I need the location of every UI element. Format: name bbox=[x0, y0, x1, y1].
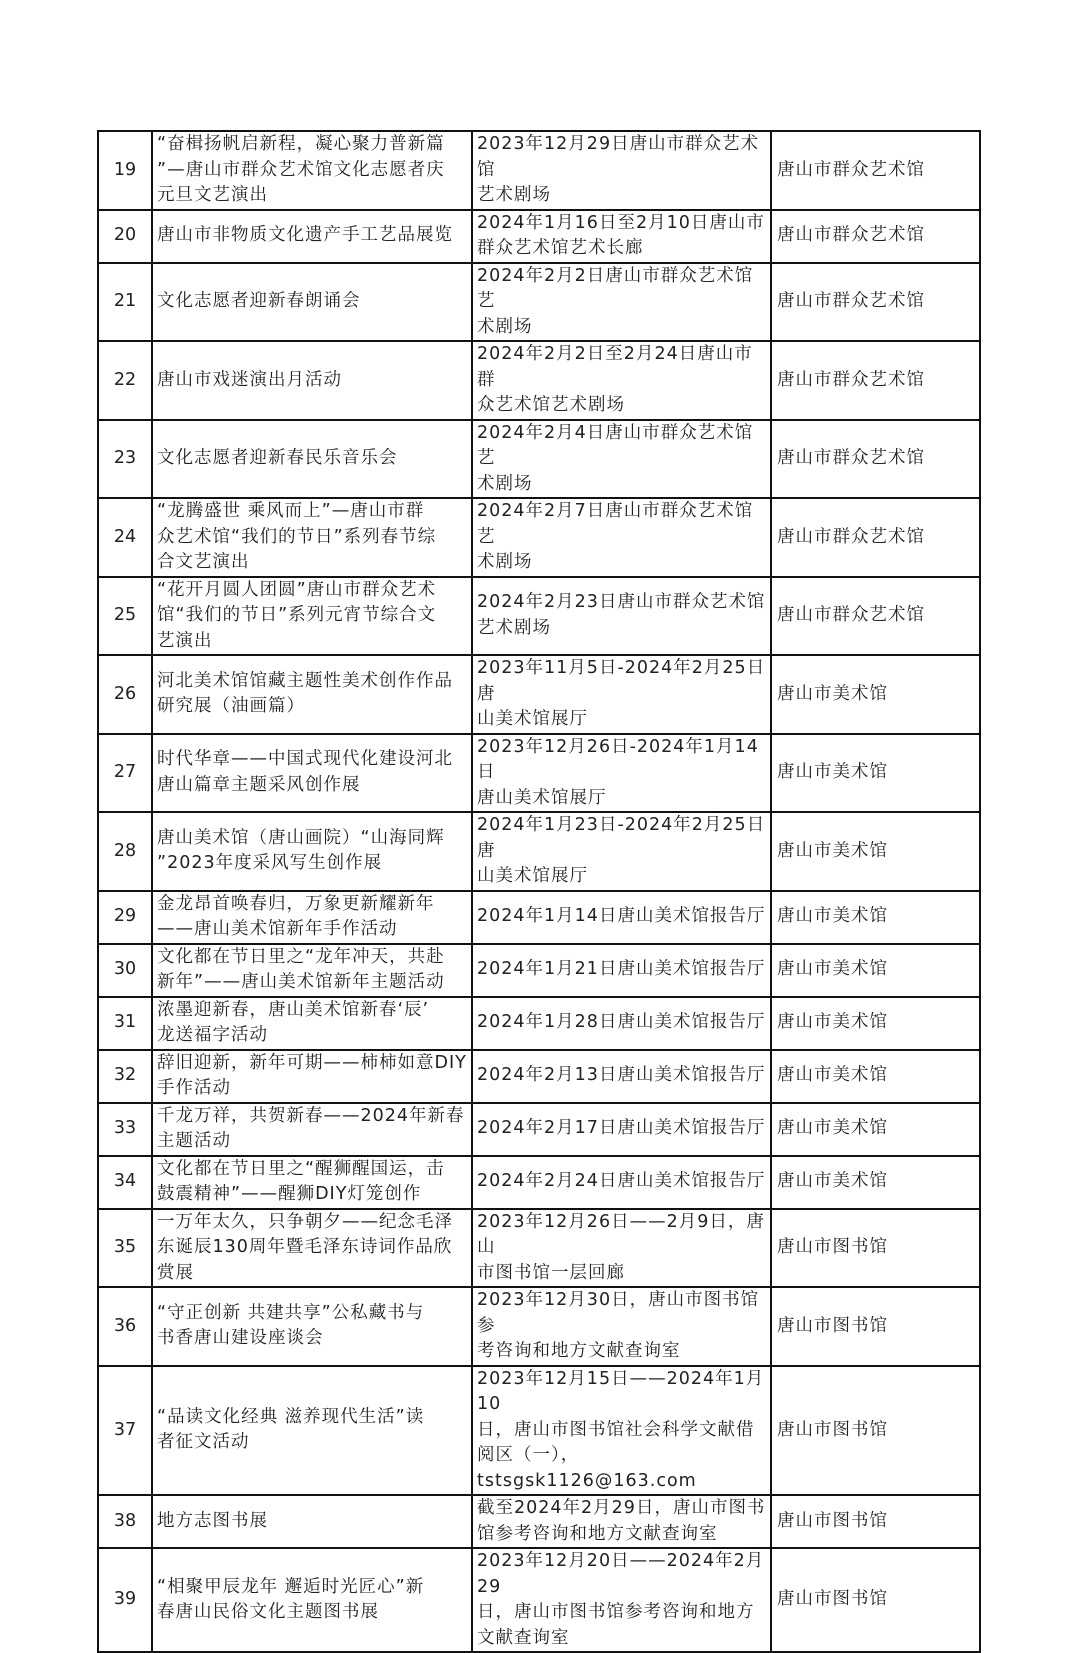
table-row bbox=[98, 420, 980, 499]
table-row bbox=[98, 944, 980, 997]
organizer-cell bbox=[771, 210, 980, 263]
organizer: 唐山市群众艺术馆 bbox=[777, 605, 925, 625]
organizer: 唐山市群众艺术馆 bbox=[777, 448, 925, 468]
time-location: 2024年2月23日唐山市群众艺术馆 艺术剧场 bbox=[477, 592, 766, 638]
activity-name: 河北美术馆馆藏主题性美术创作作品 研究展（油画篇） bbox=[157, 670, 453, 717]
time-location: 2023年12月26日——2月9日，唐山 市图书馆一层回廊 bbox=[477, 1211, 765, 1283]
activity-name: 唐山市戏迷演出月活动 bbox=[157, 369, 342, 390]
table-row bbox=[98, 655, 980, 734]
table-row bbox=[98, 997, 980, 1050]
time-location-cell bbox=[472, 812, 771, 891]
activity-name: 金龙昂首唤春归，万象更新耀新年 ——唐山美术馆新年手作活动 bbox=[157, 893, 435, 939]
row-number: 29 bbox=[113, 906, 137, 927]
time-location-cell bbox=[472, 891, 771, 944]
table-row bbox=[98, 577, 980, 656]
activity-name: “守正创新 共建共享”公私藏书与 书香唐山建设座谈会 bbox=[157, 1302, 425, 1349]
table-row bbox=[98, 1495, 980, 1548]
activity-name-cell bbox=[152, 1156, 472, 1209]
organizer: 唐山市美术馆 bbox=[777, 959, 888, 980]
row-number: 19 bbox=[113, 159, 137, 180]
row-number-cell bbox=[98, 734, 152, 813]
organizer-cell bbox=[771, 1050, 980, 1103]
activity-name: “花开月圆人团圆”唐山市群众艺术 馆“我们的节日”系列元宵节综合文 艺演出 bbox=[157, 579, 437, 651]
row-number-cell bbox=[98, 997, 152, 1050]
time-location: 2024年1月21日唐山美术馆报告厅 bbox=[477, 959, 766, 980]
organizer: 唐山市美术馆 bbox=[777, 683, 888, 704]
organizer: 唐山市美术馆 bbox=[777, 762, 888, 782]
activity-name: “相聚甲辰龙年 邂逅时光匠心”新 春唐山民俗文化主题图书展 bbox=[157, 1576, 425, 1622]
row-number-cell bbox=[98, 263, 152, 342]
time-location-cell bbox=[472, 210, 771, 263]
time-location-cell bbox=[472, 577, 771, 656]
activity-name-cell bbox=[152, 944, 472, 997]
time-location: 2024年1月16日至2月10日唐山市 群众艺术馆艺术长廊 bbox=[477, 212, 765, 258]
organizer: 唐山市群众艺术馆 bbox=[777, 225, 925, 246]
time-location: 2023年12月20日——2024年2月29 日，唐山市图书馆参考咨询和地方 文献查询室 bbox=[477, 1551, 765, 1648]
organizer-cell bbox=[771, 420, 980, 499]
time-location: 2024年1月28日唐山美术馆报告厅 bbox=[477, 1012, 766, 1033]
row-number: 31 bbox=[113, 1012, 137, 1033]
activity-name-cell bbox=[152, 1103, 472, 1156]
activity-name: 文化都在节日里之“龙年冲天，共赴 新年”——唐山美术馆新年主题活动 bbox=[157, 946, 445, 992]
time-location-cell bbox=[472, 1103, 771, 1156]
time-location-cell bbox=[472, 1548, 771, 1652]
table-row bbox=[98, 812, 980, 891]
row-number-cell bbox=[98, 1156, 152, 1209]
row-number: 20 bbox=[113, 225, 137, 246]
activity-table-body bbox=[98, 131, 980, 1652]
organizer-cell bbox=[771, 734, 980, 813]
time-location-cell bbox=[472, 1156, 771, 1209]
time-location-cell bbox=[472, 1495, 771, 1548]
activity-name-cell bbox=[152, 577, 472, 656]
row-number-cell bbox=[98, 1548, 152, 1652]
row-number: 33 bbox=[113, 1118, 137, 1139]
row-number: 22 bbox=[113, 369, 137, 390]
organizer-cell bbox=[771, 891, 980, 944]
row-number: 21 bbox=[113, 291, 137, 311]
row-number-cell bbox=[98, 1209, 152, 1288]
activity-name-cell bbox=[152, 1366, 472, 1496]
row-number-cell bbox=[98, 1103, 152, 1156]
organizer-cell bbox=[771, 341, 980, 420]
organizer-cell bbox=[771, 812, 980, 891]
activity-name: 文化志愿者迎新春民乐音乐会 bbox=[157, 448, 398, 468]
table-row bbox=[98, 263, 980, 342]
row-number-cell bbox=[98, 655, 152, 734]
activity-name-cell bbox=[152, 891, 472, 944]
table-row bbox=[98, 1548, 980, 1652]
activity-name: 千龙万祥，共贺新春——2024年新春 主题活动 bbox=[157, 1105, 465, 1151]
row-number: 37 bbox=[113, 1419, 137, 1440]
activity-name-cell bbox=[152, 812, 472, 891]
table-row bbox=[98, 1287, 980, 1366]
table-row bbox=[98, 1209, 980, 1288]
activity-name: 文化志愿者迎新春朗诵会 bbox=[157, 291, 361, 311]
time-location: 2024年1月14日唐山美术馆报告厅 bbox=[477, 906, 766, 927]
row-number: 26 bbox=[113, 683, 137, 704]
organizer: 唐山市群众艺术馆 bbox=[777, 291, 925, 311]
activity-name-cell bbox=[152, 420, 472, 499]
organizer: 唐山市美术馆 bbox=[777, 1065, 888, 1086]
table-row bbox=[98, 1103, 980, 1156]
organizer-cell bbox=[771, 997, 980, 1050]
time-location-cell bbox=[472, 263, 771, 342]
table-row bbox=[98, 1156, 980, 1209]
activity-name: 一万年太久，只争朝夕——纪念毛泽 东诞辰130周年暨毛泽东诗词作品欣 赏展 bbox=[157, 1211, 453, 1283]
organizer-cell bbox=[771, 577, 980, 656]
activity-name: 浓墨迎新春，唐山美术馆新春‘辰’ 龙送福字活动 bbox=[157, 999, 430, 1045]
row-number-cell bbox=[98, 1495, 152, 1548]
time-location: 2024年2月17日唐山美术馆报告厅 bbox=[477, 1118, 766, 1139]
time-location-cell bbox=[472, 944, 771, 997]
organizer: 唐山市图书馆 bbox=[777, 1589, 888, 1610]
row-number: 39 bbox=[113, 1589, 137, 1610]
time-location: 2024年2月24日唐山美术馆报告厅 bbox=[477, 1171, 766, 1192]
activity-name-cell bbox=[152, 1050, 472, 1103]
time-location-cell bbox=[472, 1050, 771, 1103]
activity-name: 地方志图书展 bbox=[157, 1510, 268, 1531]
time-location: 2023年12月30日，唐山市图书馆参 考咨询和地方文献查询室 bbox=[477, 1290, 760, 1361]
time-location: 2024年2月7日唐山市群众艺术馆艺 术剧场 bbox=[477, 501, 754, 572]
organizer-cell bbox=[771, 1495, 980, 1548]
time-location-cell bbox=[472, 997, 771, 1050]
activity-name-cell bbox=[152, 498, 472, 577]
row-number: 28 bbox=[113, 840, 137, 861]
row-number-cell bbox=[98, 944, 152, 997]
organizer-cell bbox=[771, 1156, 980, 1209]
organizer: 唐山市美术馆 bbox=[777, 1118, 888, 1139]
row-number: 35 bbox=[113, 1237, 137, 1257]
time-location-cell bbox=[472, 341, 771, 420]
activity-name-cell bbox=[152, 263, 472, 342]
organizer-cell bbox=[771, 1103, 980, 1156]
organizer: 唐山市美术馆 bbox=[777, 1171, 888, 1192]
row-number: 25 bbox=[113, 605, 137, 625]
organizer-cell bbox=[771, 655, 980, 734]
time-location: 2024年2月4日唐山市群众艺术馆艺 术剧场 bbox=[477, 422, 754, 494]
organizer-cell bbox=[771, 263, 980, 342]
time-location-cell bbox=[472, 1366, 771, 1496]
row-number: 36 bbox=[113, 1315, 137, 1336]
row-number-cell bbox=[98, 577, 152, 656]
activity-name-cell bbox=[152, 131, 472, 210]
row-number-cell bbox=[98, 891, 152, 944]
row-number: 27 bbox=[113, 762, 137, 782]
table-row bbox=[98, 891, 980, 944]
activity-name: 辞旧迎新，新年可期——柿柿如意DIY 手作活动 bbox=[157, 1052, 467, 1098]
organizer: 唐山市美术馆 bbox=[777, 840, 888, 861]
activity-name: 文化都在节日里之“醒狮醒国运，击 鼓震精神”——醒狮DIY灯笼创作 bbox=[157, 1158, 445, 1204]
row-number-cell bbox=[98, 1366, 152, 1496]
organizer: 唐山市图书馆 bbox=[777, 1315, 888, 1336]
activity-name-cell bbox=[152, 997, 472, 1050]
organizer: 唐山市群众艺术馆 bbox=[777, 526, 925, 547]
row-number-cell bbox=[98, 131, 152, 210]
organizer-cell bbox=[771, 1287, 980, 1366]
organizer-cell bbox=[771, 498, 980, 577]
organizer: 唐山市群众艺术馆 bbox=[777, 369, 925, 390]
activity-name-cell bbox=[152, 1548, 472, 1652]
time-location-cell bbox=[472, 734, 771, 813]
activity-name-cell bbox=[152, 734, 472, 813]
row-number-cell bbox=[98, 341, 152, 420]
activity-name-cell bbox=[152, 341, 472, 420]
row-number-cell bbox=[98, 1050, 152, 1103]
time-location: 2023年11月5日-2024年2月25日唐 山美术馆展厅 bbox=[477, 658, 766, 729]
table-row bbox=[98, 1050, 980, 1103]
row-number: 38 bbox=[113, 1510, 137, 1531]
row-number-cell bbox=[98, 420, 152, 499]
row-number-cell bbox=[98, 1287, 152, 1366]
time-location: 截至2024年2月29日，唐山市图书 馆参考咨询和地方文献查询室 bbox=[477, 1498, 766, 1544]
time-location-cell bbox=[472, 420, 771, 499]
organizer: 唐山市图书馆 bbox=[777, 1237, 888, 1257]
table-row bbox=[98, 498, 980, 577]
organizer-cell bbox=[771, 1366, 980, 1496]
row-number: 32 bbox=[113, 1065, 137, 1086]
time-location: 2023年12月15日——2024年1月10 日，唐山市图书馆社会科学文献借 阅区（一）， tstsgsk1126@163.com bbox=[477, 1368, 765, 1491]
row-number: 24 bbox=[113, 526, 137, 547]
row-number: 34 bbox=[113, 1171, 137, 1192]
row-number: 30 bbox=[113, 959, 137, 980]
table-row bbox=[98, 341, 980, 420]
row-number-cell bbox=[98, 812, 152, 891]
activity-name: 唐山美术馆（唐山画院）“山海同辉 ”2023年度采风写生创作展 bbox=[157, 827, 445, 874]
activity-name-cell bbox=[152, 1209, 472, 1288]
organizer: 唐山市图书馆 bbox=[777, 1419, 888, 1440]
organizer: 唐山市美术馆 bbox=[777, 1012, 888, 1033]
time-location-cell bbox=[472, 1287, 771, 1366]
row-number-cell bbox=[98, 498, 152, 577]
activity-name: “品读文化经典 滋养现代生活”读 者征文活动 bbox=[157, 1406, 425, 1453]
organizer: 唐山市群众艺术馆 bbox=[777, 159, 925, 180]
activity-name-cell bbox=[152, 1495, 472, 1548]
row-number: 23 bbox=[113, 448, 137, 468]
time-location-cell bbox=[472, 131, 771, 210]
organizer-cell bbox=[771, 131, 980, 210]
time-location: 2024年2月13日唐山美术馆报告厅 bbox=[477, 1065, 766, 1086]
activity-name-cell bbox=[152, 655, 472, 734]
activity-name: 时代华章——中国式现代化建设河北 唐山篇章主题采风创作展 bbox=[157, 749, 453, 795]
time-location: 2023年12月26日-2024年1月14日 唐山美术馆展厅 bbox=[477, 736, 759, 808]
time-location: 2024年2月2日至2月24日唐山市群 众艺术馆艺术剧场 bbox=[477, 344, 753, 415]
activity-name: “龙腾盛世 乘风而上”—唐山市群 众艺术馆“我们的节日”系列春节综 合文艺演出 bbox=[157, 501, 437, 572]
table-row bbox=[98, 1366, 980, 1496]
time-location-cell bbox=[472, 655, 771, 734]
activity-name: 唐山市非物质文化遗产手工艺品展览 bbox=[157, 225, 453, 246]
time-location: 2024年1月23日-2024年2月25日唐 山美术馆展厅 bbox=[477, 815, 766, 886]
organizer-cell bbox=[771, 1209, 980, 1288]
table-row bbox=[98, 734, 980, 813]
time-location-cell bbox=[472, 1209, 771, 1288]
table-row bbox=[98, 210, 980, 263]
time-location: 2023年12月29日唐山市群众艺术馆 艺术剧场 bbox=[477, 134, 760, 205]
time-location: 2024年2月2日唐山市群众艺术馆艺 术剧场 bbox=[477, 265, 754, 337]
activity-name: “奋楫扬帆启新程，凝心聚力普新篇 ”—唐山市群众艺术馆文化志愿者庆 元旦文艺演出 bbox=[157, 134, 445, 205]
time-location-cell bbox=[472, 498, 771, 577]
row-number-cell bbox=[98, 210, 152, 263]
organizer-cell bbox=[771, 1548, 980, 1652]
activity-name-cell bbox=[152, 210, 472, 263]
organizer-cell bbox=[771, 944, 980, 997]
organizer: 唐山市图书馆 bbox=[777, 1510, 888, 1531]
table-row bbox=[98, 131, 980, 210]
organizer: 唐山市美术馆 bbox=[777, 906, 888, 927]
activity-name-cell bbox=[152, 1287, 472, 1366]
